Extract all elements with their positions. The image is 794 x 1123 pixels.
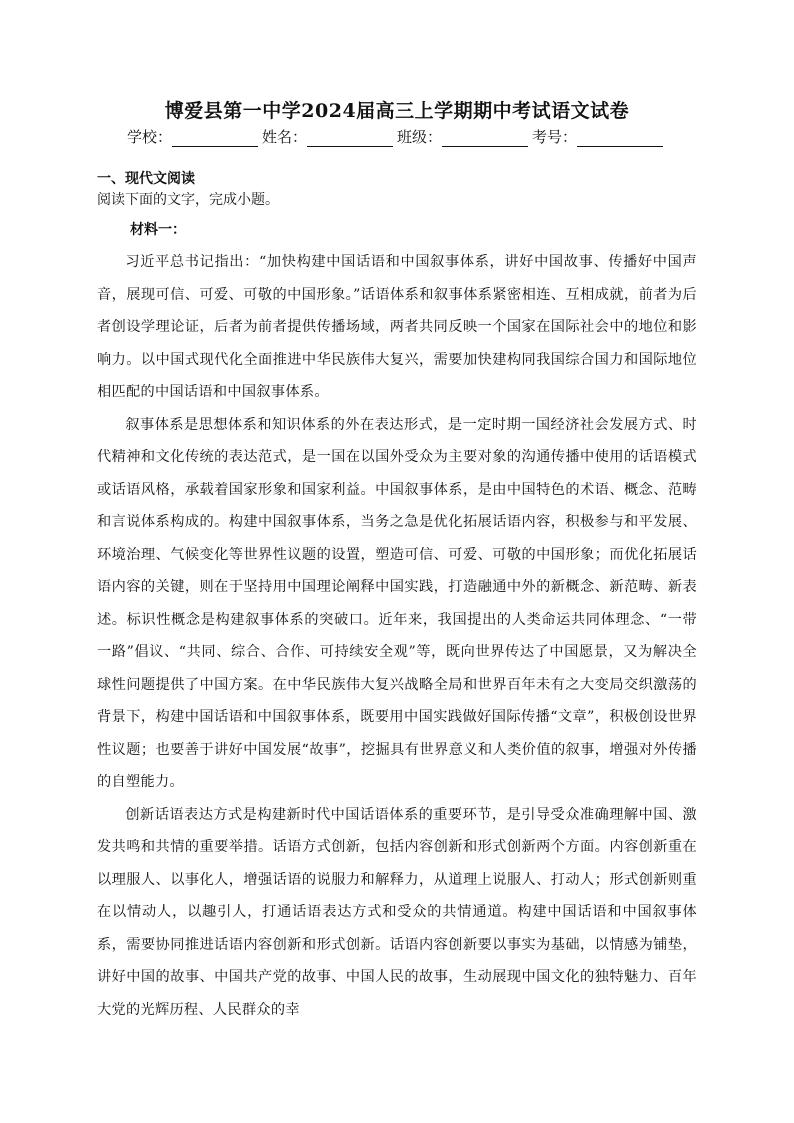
passage-paragraph: 创新话语表达方式是构建新时代中国话语体系的重要环节，是引导受众准确理解中国、激发共鸣和共情的重要举措。话语方式创新，包括内容创新和形式创新两个方面。内容创新重在以理服人、以事化人，增强话语的说服力和解释力，从道理上说服人、打动人；形式创新则重在以情动人，以趣引人，打通话语表达方式和受众的共情通道。构建中国话语和中国叙事体系，需要协同推进话语内容创新和形式创新。话语内容创新要以事实为基础，以情感为铺垫，讲好中国的故事、中国共产党的故事、中国人民的故事，生动展现中国文化的独特魅力、百年大党的光辉历程、人民群众的幸 (97, 806, 697, 1018)
class-label: 班级： (397, 128, 443, 146)
exam-number-blank (577, 130, 663, 147)
school-blank (172, 130, 258, 147)
school-label: 学校： (126, 128, 172, 146)
class-blank (442, 130, 528, 147)
exam-number-field (532, 126, 667, 147)
passage-paragraph: 习近平总书记指出：“加快构建中国话语和中国叙事体系，讲好中国故事、传播好中国声音，展现可信、可爱、可敬的中国形象。”话语体系和叙事体系紧密相连、互相成就，前者为后者创设学理论证，后者为前者提供传播场域，两者共同反映一个国家在国际社会中的地位和影响力。以中国式现代化全面推进中华民族伟大复兴，需要加快建构同我国综合国力和国际地位相匹配的中国话语和中国叙事体系。 (97, 254, 697, 400)
reading-passage (97, 246, 697, 1026)
section-instruction: 阅读下面的文字，完成小题。 (97, 192, 279, 208)
name-label: 姓名： (261, 128, 307, 146)
material-label: 材料一： (130, 222, 186, 238)
student-info-row (0, 126, 794, 147)
section-heading: 一、现代文阅读 (97, 171, 195, 187)
exam-number-label: 考号： (532, 128, 578, 146)
name-field (262, 126, 397, 147)
school-field (127, 126, 262, 147)
name-blank (307, 130, 393, 147)
passage-paragraph: 叙事体系是思想体系和知识体系的外在表达形式，是一定时期一国经济社会发展方式、时代精神和文化传统的表达范式，是一国在以国外受众为主要对象的沟通传播中使用的话语模式或话语风格，承载着国家形象和国家利益。中国叙事体系，是由中国特色的术语、概念、范畴和言说体系构成的。构建中国叙事体系，当务之急是优化拓展话语内容，积极参与和平发展、环境治理、气候变化等世界性议题的设置，塑造可信、可爱、可敬的中国形象；而优化拓展话语内容的关键，则在于坚持用中国理论阐释中国实践，打造融通中外的新概念、新范畴、新表述。标识性概念是构建叙事体系的突破口。近年来，我国提出的人类命运共同体理念、“一带一路”倡议、“共同、综合、合作、可持续安全观”等，既向世界传达了中国愿景，又为解决全球性问题提供了中国方案。在中华民族伟大复兴战略全局和世界百年未有之大变局交织激荡的背景下，构建中国话语和中国叙事体系，既要用中国实践做好国际传播“文章”，积极创设世界性议题；也要善于讲好中国发展“故事”，挖掘具有世界意义和人类价值的叙事，增强对外传播的自塑能力。 (97, 416, 697, 790)
class-field (397, 126, 532, 147)
exam-title: 博爱县第一中学2024届高三上学期期中考试语文试卷 (164, 100, 630, 122)
